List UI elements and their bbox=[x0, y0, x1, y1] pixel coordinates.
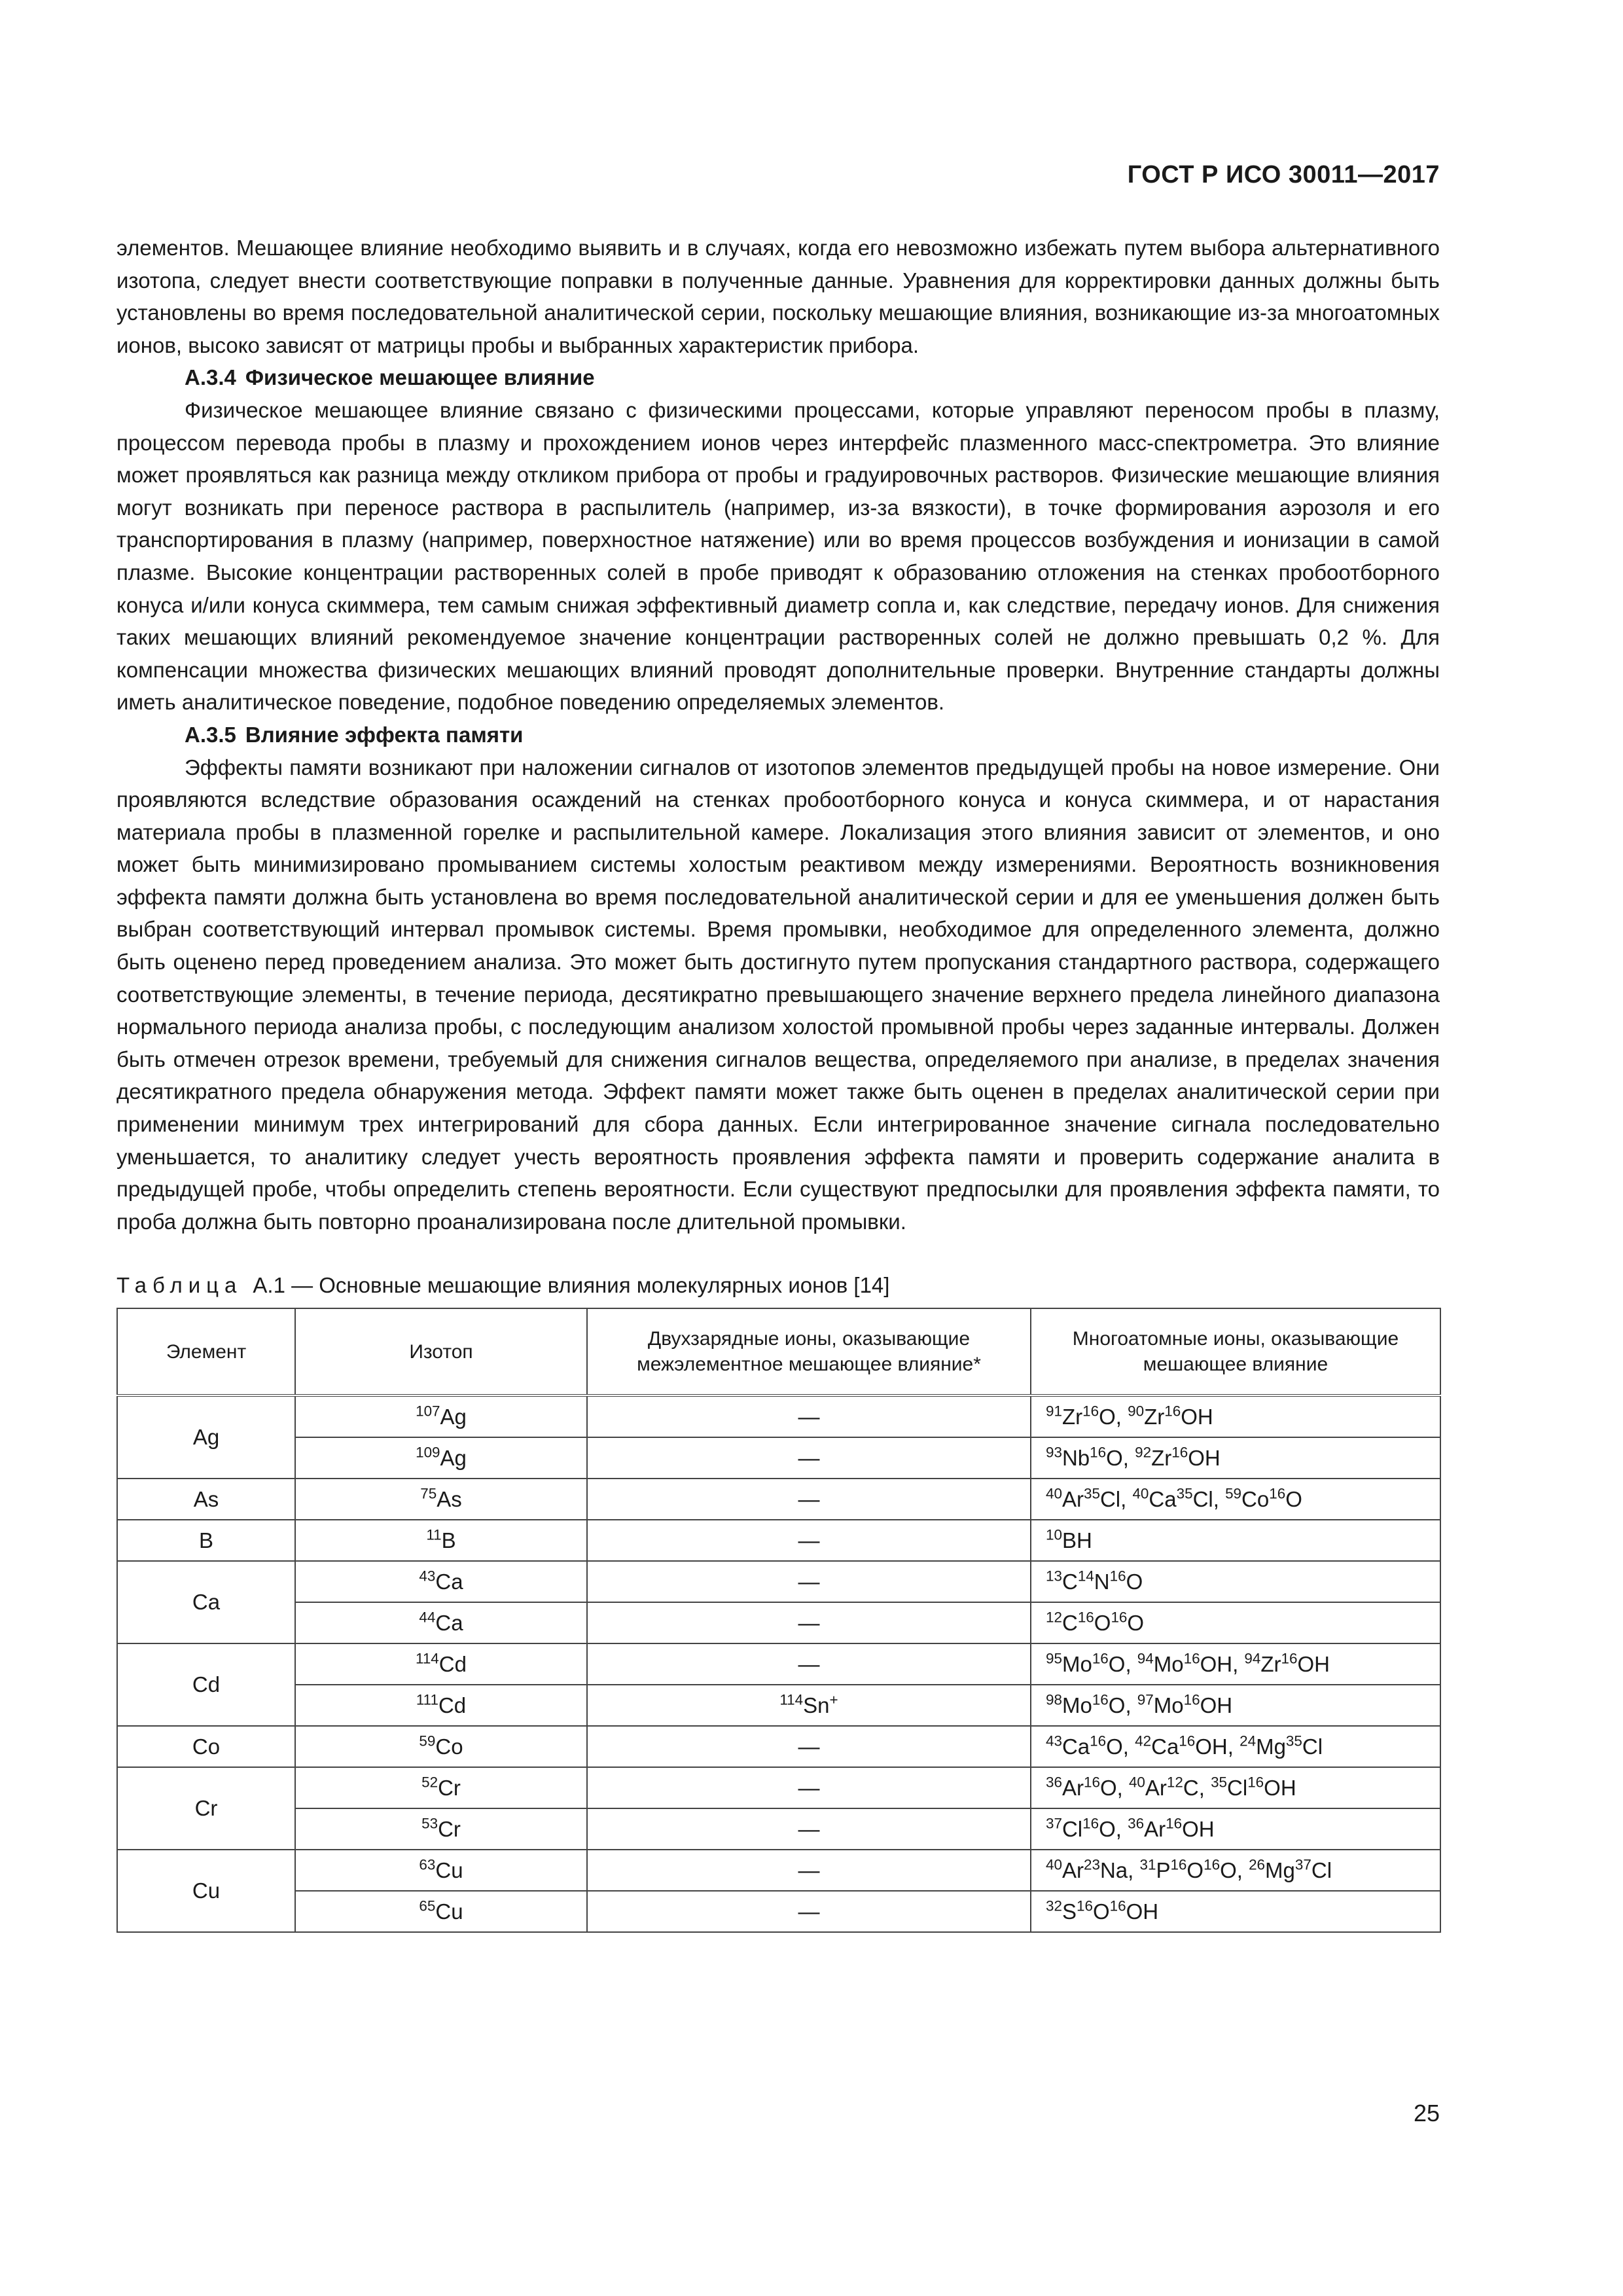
table-row bbox=[117, 1850, 1440, 1891]
polyatomic-cell: $^{98}$Mo$^{16}$O, $^{97}$Mo$^{16}$OH bbox=[1031, 1685, 1440, 1726]
table-row bbox=[117, 1479, 1440, 1520]
isotope-cell: $^{65}$Cu bbox=[295, 1891, 587, 1932]
isotope-cell: $^{59}$Co bbox=[295, 1726, 587, 1767]
isotope-cell: $^{52}$Cr bbox=[295, 1767, 587, 1808]
element-cell: Cr bbox=[117, 1767, 295, 1850]
document-id: ГОСТ Р ИСО 30011—2017 bbox=[1127, 161, 1440, 188]
polyatomic-cell: $^{40}$Ar$^{23}$Na, $^{31}P^{16}O^{16}O$, $^{26}$Mg$^{37}$Cl bbox=[1031, 1850, 1440, 1891]
interference-table bbox=[116, 1308, 1441, 1933]
document-body bbox=[116, 232, 1440, 1933]
isotope-cell: $^{111}$Cd bbox=[295, 1685, 587, 1726]
table-header-row bbox=[117, 1308, 1440, 1395]
isotope-cell: $^{107}$Ag bbox=[295, 1395, 587, 1437]
table-row bbox=[117, 1726, 1440, 1767]
doubly-charged-cell: — bbox=[587, 1643, 1031, 1685]
doubly-charged-cell: — bbox=[587, 1602, 1031, 1643]
table-caption-word: Таблица bbox=[116, 1273, 243, 1298]
element-cell: Cu bbox=[117, 1850, 295, 1932]
isotope-cell: $^{53}$Cr bbox=[295, 1808, 587, 1850]
paragraph-continuation: элементов. Мешающее влияние необходимо выявить и в случаях, когда его невозможно избежать путем выбора альтернативного изотопа, следует внести соответствующие поправки в полученные данные. Уравнения для корректировки данных должны быть установлены во время последовательной аналитической серии, поскольку мешающие влияния, возникающие из-за многоатомных ионов, высоко зависят от матрицы пробы и выбранных характеристик прибора. bbox=[116, 236, 1440, 357]
isotope-cell: $^{114}$Cd bbox=[295, 1643, 587, 1685]
polyatomic-cell: $^{36}$Ar$^{16}$O, $^{40}$Ar$^{12}$C, $^{35}$Cl$^{16}$OH bbox=[1031, 1767, 1440, 1808]
header-isotope: Изотоп bbox=[295, 1308, 587, 1395]
polyatomic-cell: $^{91}$Zr$^{16}$O, $^{90}$Zr$^{16}$OH bbox=[1031, 1395, 1440, 1437]
table-row bbox=[117, 1643, 1440, 1685]
doubly-charged-cell: — bbox=[587, 1561, 1031, 1602]
doubly-charged-cell: — bbox=[587, 1850, 1031, 1891]
element-cell: Ag bbox=[117, 1395, 295, 1479]
table-row bbox=[117, 1767, 1440, 1808]
polyatomic-cell: $^{13}C^{14}N^{16}O$ bbox=[1031, 1561, 1440, 1602]
polyatomic-cell: $^{12}C^{16}O^{16}O$ bbox=[1031, 1602, 1440, 1643]
isotope-cell: $^{109}$Ag bbox=[295, 1437, 587, 1479]
paragraph-memory-effect: Эффекты памяти возникают при наложении сигналов от изотопов элементов предыдущей пробы на новое измерение. Они проявляются вследствие образования осаждений на стенках пробоотборного конуса и конуса скиммера, и от нарастания материала пробы в плазменной горелке и распылительной камере. Локализация этого влияния зависит от элементов, и оно может быть минимизировано промыванием системы холостым реактивом между измерениями. Вероятность возникновения эффекта памяти должна быть установлена во время последовательной аналитической серии и для ее уменьшения должен быть выбран соответствующий интервал промывок системы. Время промывки, необходимое для определенного элемента, должно быть оценено перед проведением анализа. Это может быть достигнуто путем пропускания стандартного раствора, содержащего соответствующие элементы, в течение периода, десятикратно превышающего значение верхнего предела линейного диапазона нормального периода анализа пробы, с последующим анализом холостой промывной пробы через заданные интервалы. Должен быть отмечен отрезок времени, требуемый для снижения сигналов вещества, определяемого при анализе, в пределах значения десятикратного предела обнаружения метода. Эффект памяти может также быть оценен в пределах аналитической серии при применении минимум трех интегрирований для сбора данных. Если интегрированное значение сигнала последовательно уменьшается, то аналитику следует учесть вероятность проявления эффекта памяти и проверить содержание аналита в предыдущей пробе, чтобы определить степень вероятности. Если существуют предпосылки для проявления эффекта памяти, то проба должна быть повторно проанализирована после длительной промывки. bbox=[116, 755, 1440, 1234]
header-polyatomic: Многоатомные ионы, оказывающие мешающее влияние bbox=[1031, 1308, 1440, 1395]
doubly-charged-cell: — bbox=[587, 1808, 1031, 1850]
table-row bbox=[117, 1891, 1440, 1932]
polyatomic-cell: $^{95}$Mo$^{16}$O, $^{94}$Mo$^{16}$OH, $^{94}$Zr$^{16}$OH bbox=[1031, 1643, 1440, 1685]
element-cell: B bbox=[117, 1520, 295, 1561]
page-number: 25 bbox=[1413, 2100, 1440, 2126]
isotope-cell: $^{75}$As bbox=[295, 1479, 587, 1520]
table-caption-text: А.1 — Основные мешающие влияния молекулярных ионов [14] bbox=[253, 1273, 890, 1298]
doubly-charged-cell: — bbox=[587, 1520, 1031, 1561]
table-row bbox=[117, 1561, 1440, 1602]
section-heading-a34 bbox=[116, 361, 1440, 394]
section-title: Физическое мешающее влияние bbox=[245, 365, 595, 390]
section-number: А.3.4 bbox=[185, 365, 236, 390]
element-cell: Co bbox=[117, 1726, 295, 1767]
section-title: Влияние эффекта памяти bbox=[245, 722, 524, 747]
table-row bbox=[117, 1808, 1440, 1850]
doubly-charged-cell: — bbox=[587, 1726, 1031, 1767]
table-row bbox=[117, 1520, 1440, 1561]
element-cell: Ca bbox=[117, 1561, 295, 1643]
polyatomic-cell: $^{37}$Cl$^{16}$O, $^{36}$Ar$^{16}$OH bbox=[1031, 1808, 1440, 1850]
isotope-cell: $^{63}$Cu bbox=[295, 1850, 587, 1891]
doubly-charged-cell: — bbox=[587, 1891, 1031, 1932]
isotope-cell: $^{11}$B bbox=[295, 1520, 587, 1561]
section-number: А.3.5 bbox=[185, 722, 236, 747]
isotope-cell: $^{43}$Ca bbox=[295, 1561, 587, 1602]
header-doubly-charged: Двухзарядные ионы, оказывающие межэлементное мешающее влияние* bbox=[587, 1308, 1031, 1395]
table-row bbox=[117, 1395, 1440, 1437]
table-caption bbox=[116, 1269, 1440, 1301]
doubly-charged-cell: — bbox=[587, 1479, 1031, 1520]
doubly-charged-cell: — bbox=[587, 1767, 1031, 1808]
polyatomic-cell: $^{32}S^{16}O^{16}OH$ bbox=[1031, 1891, 1440, 1932]
table-row bbox=[117, 1602, 1440, 1643]
section-heading-a35 bbox=[116, 719, 1440, 751]
polyatomic-cell: $^{40}$Ar$^{35}$Cl, $^{40}$Ca$^{35}$Cl, $^{59}$Co$^{16}$O bbox=[1031, 1479, 1440, 1520]
table-row bbox=[117, 1437, 1440, 1479]
paragraph-physical-interference: Физическое мешающее влияние связано с физическими процессами, которые управляют переносом пробы в плазму, процессом перевода пробы в плазму и прохождением ионов через интерфейс плазменного масс-спектрометра. Это влияние может проявляться как разница между откликом прибора от пробы и градуировочных растворов. Физические мешающие влияния могут возникать при переносе раствора в распылитель (например, из-за вязкости), в точке формирования аэрозоля и его транспортирования в плазму (например, поверхностное натяжение) или во время процессов возбуждения и ионизации в самой плазме. Высокие концентрации растворенных солей в пробе приводят к образованию отложения на стенках пробоотборного конуса и/или конуса скиммера, тем самым снижая эффективный диаметр сопла и, как следствие, передачу ионов. Для снижения таких мешающих влияний рекомендуемое значение концентрации растворенных солей не должно превышать 0,2 %. Для компенсации множества физических мешающих влияний проводят дополнительные проверки. Внутренние стандарты должны иметь аналитическое поведение, подобное поведению определяемых элементов. bbox=[116, 397, 1440, 715]
element-cell: Cd bbox=[117, 1643, 295, 1726]
polyatomic-cell: $^{43}$Ca$^{16}$O, $^{42}$Ca$^{16}$OH, $^{24}$Mg$^{35}$Cl bbox=[1031, 1726, 1440, 1767]
doubly-charged-cell: — bbox=[587, 1437, 1031, 1479]
header-element: Элемент bbox=[117, 1308, 295, 1395]
doubly-charged-cell: — bbox=[587, 1395, 1031, 1437]
element-cell: As bbox=[117, 1479, 295, 1520]
isotope-cell: $^{44}$Ca bbox=[295, 1602, 587, 1643]
polyatomic-cell: $^{93}$Nb$^{16}$O, $^{92}$Zr$^{16}$OH bbox=[1031, 1437, 1440, 1479]
doubly-charged-cell: $^{114}$Sn+ bbox=[587, 1685, 1031, 1726]
table-row bbox=[117, 1685, 1440, 1726]
polyatomic-cell: $^{10}$BH bbox=[1031, 1520, 1440, 1561]
document-page bbox=[116, 0, 1440, 2296]
